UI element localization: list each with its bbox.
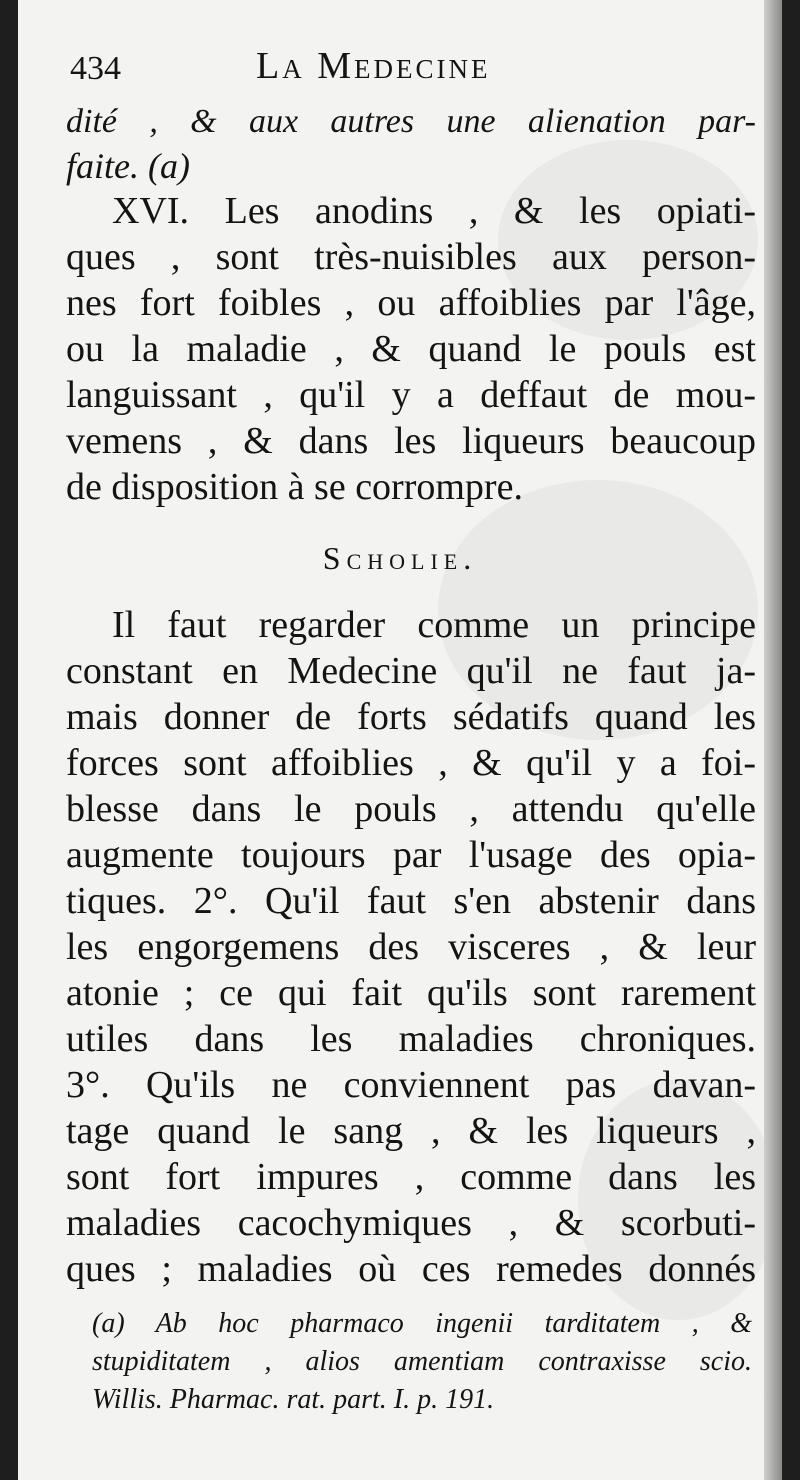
section-heading: Scholie. <box>322 540 478 576</box>
text-line: nes fort foibles , ou affoiblies par l'âge, <box>66 282 756 324</box>
continuation-text <box>66 100 756 188</box>
text-line: Il faut regarder comme un principe <box>112 604 756 646</box>
text-line: constant en Medecine qu'il ne faut ja- <box>66 650 756 692</box>
text-line: forces sont affoiblies , & qu'il y a foi- <box>66 742 756 784</box>
text-line: blesse dans le pouls , attendu qu'elle <box>66 788 756 830</box>
book-page <box>18 0 782 1480</box>
text-line: ques , sont très-nuisibles aux person- <box>66 236 756 278</box>
text-line: ques ; maladies où ces remedes donnés <box>66 1248 756 1290</box>
text-line: dité , & aux autres une alienation par- <box>66 103 756 140</box>
page-edge-shadow <box>764 0 782 1480</box>
text-line: utiles dans les maladies chroniques. <box>66 1018 756 1060</box>
text-line: mais donner de forts sédatifs quand les <box>66 696 756 738</box>
footnote <box>92 1305 752 1419</box>
text-line: tiques. 2°. Qu'il faut s'en abstenir dans <box>66 880 756 922</box>
footnote-line: stupiditatem , alios amentiam contraxisse scio. <box>92 1346 752 1377</box>
text-line: sont fort impures , comme dans les <box>66 1156 756 1198</box>
text-line: tage quand le sang , & les liqueurs , <box>66 1110 756 1152</box>
text-line: atonie ; ce qui fait qu'ils sont rarement <box>66 972 756 1014</box>
text-line: les engorgemens des visceres , & leur <box>66 926 756 968</box>
page-header <box>70 44 770 94</box>
page-number: 434 <box>70 50 121 87</box>
text-line: XVI. Les anodins , & les opiati- <box>112 190 756 232</box>
text-line: languissant , qu'il y a deffaut de mou- <box>66 374 756 416</box>
scholie-paragraph <box>66 602 756 1292</box>
footnote-line: Willis. Pharmac. rat. part. I. p. 191. <box>92 1384 495 1415</box>
text-line: de disposition à se corrompre. <box>66 466 523 508</box>
text-line: 3°. Qu'ils ne conviennent pas davan- <box>66 1064 756 1106</box>
text-line: vemens , & dans les liqueurs beaucoup <box>66 420 756 462</box>
text-line: faite. (a) <box>66 146 190 186</box>
footnote-line: (a) Ab hoc pharmaco ingenii tarditatem , & <box>92 1308 752 1339</box>
text-line: ou la maladie , & quand le pouls est <box>66 328 756 370</box>
text-line: augmente toujours par l'usage des opia- <box>66 834 756 876</box>
paragraph-xvi <box>66 188 756 510</box>
text-line: maladies cacochymiques , & scorbuti- <box>66 1202 756 1244</box>
running-title: La Medecine <box>256 45 491 87</box>
